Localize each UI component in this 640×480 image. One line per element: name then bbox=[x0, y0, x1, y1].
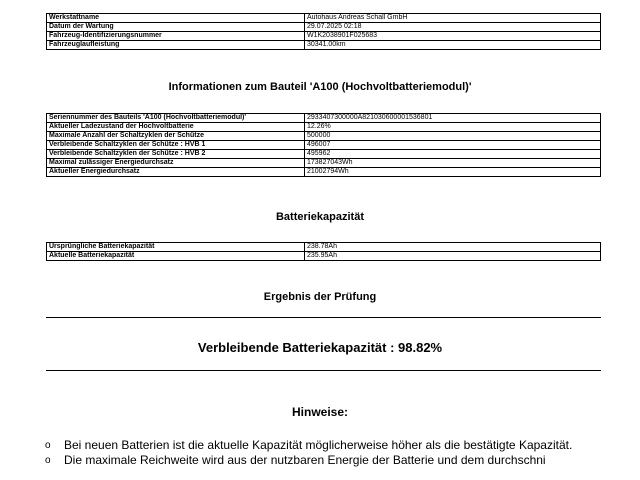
row-label: Maximale Anzahl der Schaltzyklen der Schütze bbox=[47, 132, 305, 141]
row-value: 238.78Ah bbox=[305, 243, 601, 252]
table-row bbox=[47, 159, 601, 168]
note-text: Bei neuen Batterien ist die aktuelle Kapazität möglicherweise höher als die bestätigte Kapazität. bbox=[64, 438, 573, 452]
row-label: Fahrzeug-Identifizierungsnummer bbox=[47, 32, 305, 41]
row-label: Werkstattname bbox=[47, 14, 305, 23]
row-value: W1K2038901F025683 bbox=[305, 32, 601, 41]
capacity-section-heading: Batteriekapazität bbox=[275, 211, 365, 223]
row-label: Seriennummer des Bauteils 'A100 (Hochvoltbatteriemodul)' bbox=[47, 114, 305, 123]
row-label: Aktueller Energiedurchsatz bbox=[47, 168, 305, 177]
table-row bbox=[47, 32, 601, 41]
table-row bbox=[47, 14, 601, 23]
table-row bbox=[47, 150, 601, 159]
row-label: Fahrzeuglaufleistung bbox=[47, 41, 305, 50]
row-value: Autohaus Andreas Schall GmbH bbox=[305, 14, 601, 23]
result-section-heading: Ergebnis der Prüfung bbox=[263, 291, 377, 303]
bullet-circle-icon: o bbox=[45, 440, 51, 451]
component-info-table bbox=[46, 113, 601, 177]
capacity-info-table bbox=[46, 242, 601, 261]
note-text: Die maximale Reichweite wird aus der nutzbaren Energie der Batterie und dem durchschni bbox=[64, 453, 546, 467]
table-row bbox=[47, 168, 601, 177]
row-value: 21002794Wh bbox=[305, 168, 601, 177]
workshop-info-table bbox=[46, 13, 601, 50]
table-row bbox=[47, 114, 601, 123]
notes-section-heading: Hinweise: bbox=[291, 405, 348, 419]
result-divider-bottom bbox=[46, 370, 601, 371]
row-label: Datum der Wartung bbox=[47, 23, 305, 32]
table-row bbox=[47, 243, 601, 252]
table-row bbox=[47, 23, 601, 32]
row-label: Verbleibende Schaltzyklen der Schütze : HVB 1 bbox=[47, 141, 305, 150]
row-value: 495962 bbox=[305, 150, 601, 159]
row-value: 500000 bbox=[305, 132, 601, 141]
table-row bbox=[47, 41, 601, 50]
row-value: 235.95Ah bbox=[305, 252, 601, 261]
table-row bbox=[47, 252, 601, 261]
component-section-heading: Informationen zum Bauteil 'A100 (Hochvoltbatteriemodul)' bbox=[168, 81, 472, 93]
row-label: Ursprüngliche Batteriekapazität bbox=[47, 243, 305, 252]
row-label: Aktueller Ladezustand der Hochvoltbatterie bbox=[47, 123, 305, 132]
row-label: Verbleibende Schaltzyklen der Schütze : HVB 2 bbox=[47, 150, 305, 159]
row-value: 29.07.2025 02:18 bbox=[305, 23, 601, 32]
row-label: Maximal zulässiger Energiedurchsatz bbox=[47, 159, 305, 168]
result-divider-top bbox=[46, 317, 601, 318]
table-row bbox=[47, 123, 601, 132]
row-value: 2933407300000A821030600001536801 bbox=[305, 114, 601, 123]
list-item bbox=[45, 453, 605, 468]
row-value: 173827043Wh bbox=[305, 159, 601, 168]
notes-list bbox=[45, 438, 605, 468]
remaining-capacity-result: Verbleibende Batteriekapazität : 98.82% bbox=[197, 340, 443, 355]
table-row bbox=[47, 141, 601, 150]
bullet-circle-icon: o bbox=[45, 455, 51, 466]
row-value: 496007 bbox=[305, 141, 601, 150]
table-row bbox=[47, 132, 601, 141]
row-label: Aktuelle Batteriekapazität bbox=[47, 252, 305, 261]
list-item bbox=[45, 438, 605, 453]
row-value: 30341.00km bbox=[305, 41, 601, 50]
row-value: 12.26% bbox=[305, 123, 601, 132]
